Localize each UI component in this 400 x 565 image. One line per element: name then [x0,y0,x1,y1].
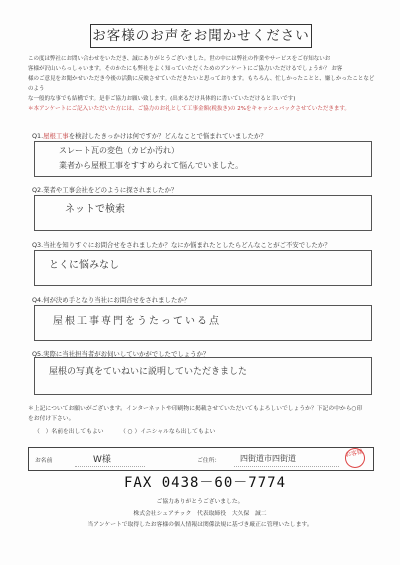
answer-box-1[interactable] [34,141,372,177]
question-text: 業者や工事会社をどのように探されましたか？ [43,186,178,194]
name-field[interactable] [75,452,145,467]
question-number: Q1. [32,132,44,140]
name-label: お名前 [35,458,53,464]
question-text: 当社を知りすぐにお問合せをされましたか？なにか悩まれたとしたらどんなことがご不安でしたか？ [43,241,331,249]
answer-box-2[interactable] [34,195,372,231]
answer-3-line-1: とくに悩みなし [49,260,119,271]
cashback-note: ＊本アンケートにご記入いただいた方には、ご協力のお礼として工事金額(税抜き)の 2%をキャッシュバックさせていただきます。 [28,106,350,112]
answer-4-line-1: 屋根工事専門をうたっている点 [53,316,221,327]
question-1-label [32,131,267,140]
question-number: Q5. [32,350,44,358]
question-text: 何が決め手となり当社にお問合せをされましたか？ [43,296,191,304]
question-highlight: 屋根工事 [43,132,69,140]
intro-line: 様のご意見をお聞かせいただき今後の活動に反映させていただきたいと思っております。もちろん、忙しかったことと、嫌しかったことなどのよう [28,76,375,92]
question-text: 実際に当社担当者がお伺いしていかがでしたでしょうか？ [43,350,210,358]
question-text: を検討したきっかけは何ですか？どんなことで悩まれていましたか？ [68,132,267,140]
question-number: Q2. [32,186,44,194]
consent-line-2: をお付け下さい。 [28,416,75,422]
question-3-label [32,240,331,249]
answer-box-3[interactable] [34,250,372,286]
company-info: 株式会社シェアテック 代表取締役 大久保 誠二 [133,511,267,517]
customer-name: W様 [93,455,111,465]
question-number: Q3. [32,241,44,249]
thanks-text: ご協力ありがとうございました。 [156,499,244,505]
answer-1-line-2: 業者から屋根工事をすすめられて悩んでいました。 [59,161,244,170]
answer-box-4[interactable] [34,305,372,341]
question-4-label [32,295,190,304]
fax-number: FAX 0438－60－7774 [124,475,287,491]
answer-box-5[interactable] [34,357,372,395]
intro-line: 客様が沢山いらっしゃいます。そのかたにも弊社をよく知っていただくためのアンケートにご協力いただけるでしょうか？ お客 [28,66,343,72]
consent-option-initial[interactable]: （ ○ ）イニシャルなら出してもよい [120,429,216,435]
intro-line: な一般的な事でも結構です。是非ご協力お願い致します。(出来るだけ具体的に書いていただけると幸いです) [28,96,296,102]
intro-text [28,54,378,114]
address-field[interactable] [234,452,339,467]
name-address-box [28,447,374,471]
customer-stamp: お客様 [343,446,367,470]
question-2-label [32,185,177,194]
page-title: お客様のお声をお聞かせください [90,24,312,48]
intro-line: この度は弊社にお問い合わせをいただき、誠にありがとうございました。世の中には弊社の作業やサービスをご存知ないお [28,56,331,62]
customer-address: 四街道市四街道 [240,454,296,463]
question-number: Q4. [32,296,44,304]
consent-option-name[interactable]: （ ）名前を出してもよい [34,429,104,435]
answer-1-line-1: スレート瓦の変色（カビか汚れ） [59,146,179,155]
answer-2-line-1: ネットで検索 [65,204,125,215]
privacy-note: 当アンケートで取得したお客様の個人情報は関係法規に基づき厳正に管理いたします。 [87,522,313,528]
address-label: ご住所： [197,458,221,464]
consent-line-1: ＊上記についてお願いがございます。インターネットや印刷物に掲載させていただいてもよろしいでしょうか？下記の中から○印 [28,406,363,412]
answer-5-line-1: 屋根の写真をていねいに説明していただきました [49,367,248,377]
